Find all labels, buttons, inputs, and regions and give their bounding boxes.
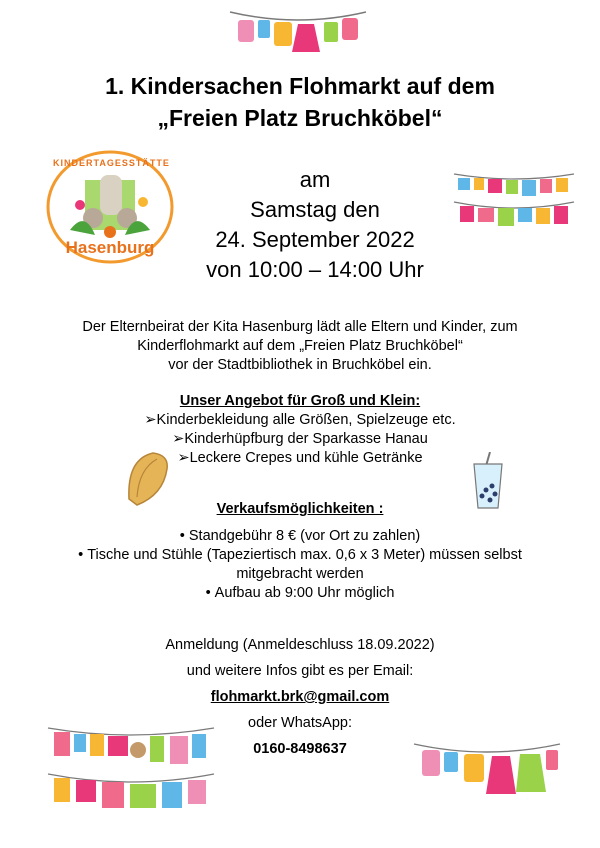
date-line-1: am [299, 167, 331, 192]
clothesline-top-icon [228, 6, 368, 62]
intro-paragraph [40, 318, 560, 375]
logo-name: Hasenburg [65, 238, 155, 257]
date-line-4: von 10:00 – 14:00 Uhr [206, 257, 424, 282]
offer-item: ➢Leckere Crepes und kühle Getränke [177, 450, 423, 466]
sales-item: • Aufbau ab 9:00 Uhr möglich [205, 585, 395, 601]
arrow-bullet-icon: ➢ [172, 431, 185, 447]
offer-item: ➢Kinderbekleidung alle Größen, Spielzeuge etc. [144, 412, 456, 428]
title-line-1: 1. Kindersachen Flohmarkt auf dem [105, 73, 495, 99]
intro-line-3: vor der Stadtbibliothek in Bruchköbel ein. [168, 357, 432, 373]
arrow-bullet-icon: ➢ [177, 450, 190, 466]
sales-item: • Standgebühr 8 € (vor Ort zu zahlen) [179, 528, 421, 544]
intro-line-2: Kinderflohmarkt auf dem „Freien Platz Bruchköbel“ [137, 338, 463, 354]
clothesline-bottom-right-icon [412, 738, 562, 810]
date-line-2: Samstag den [250, 197, 380, 222]
offer-heading: Unser Angebot für Groß und Klein: [179, 393, 421, 409]
clothesline-bottom-left-icon [46, 720, 216, 830]
page-title [0, 70, 600, 134]
crepe-icon [123, 449, 173, 507]
dot-bullet-icon: • [179, 528, 185, 544]
email-link[interactable]: flohmarkt.brk@gmail.com [210, 689, 390, 705]
whatsapp-label: oder WhatsApp: [248, 715, 352, 731]
logo-arc-text: KINDERTAGESSTÄTTE [53, 158, 170, 168]
info-text: und weitere Infos gibt es per Email: [186, 663, 414, 679]
sales-item: • Tische und Stühle (Tapeziertisch max. 0,6 x 3 Meter) müssen selbst mitgebracht werden [78, 547, 522, 582]
sales-section [40, 500, 560, 603]
registration-text: Anmeldung (Anmeldeschluss 18.09.2022) [165, 637, 435, 653]
dot-bullet-icon: • [78, 547, 84, 563]
event-date-block [150, 165, 480, 285]
title-line-2: „Freien Platz Bruchköbel“ [157, 105, 443, 131]
arrow-bullet-icon: ➢ [144, 412, 157, 428]
offer-item: ➢Kinderhüpfburg der Sparkasse Hanau [172, 431, 428, 447]
date-line-3: 24. September 2022 [215, 227, 415, 252]
dot-bullet-icon: • [205, 585, 211, 601]
intro-line-1: Der Elternbeirat der Kita Hasenburg lädt alle Eltern und Kinder, zum [82, 319, 518, 335]
phone-number: 0160-8498637 [253, 741, 347, 757]
sales-heading: Verkaufsmöglichkeiten : [216, 501, 384, 517]
